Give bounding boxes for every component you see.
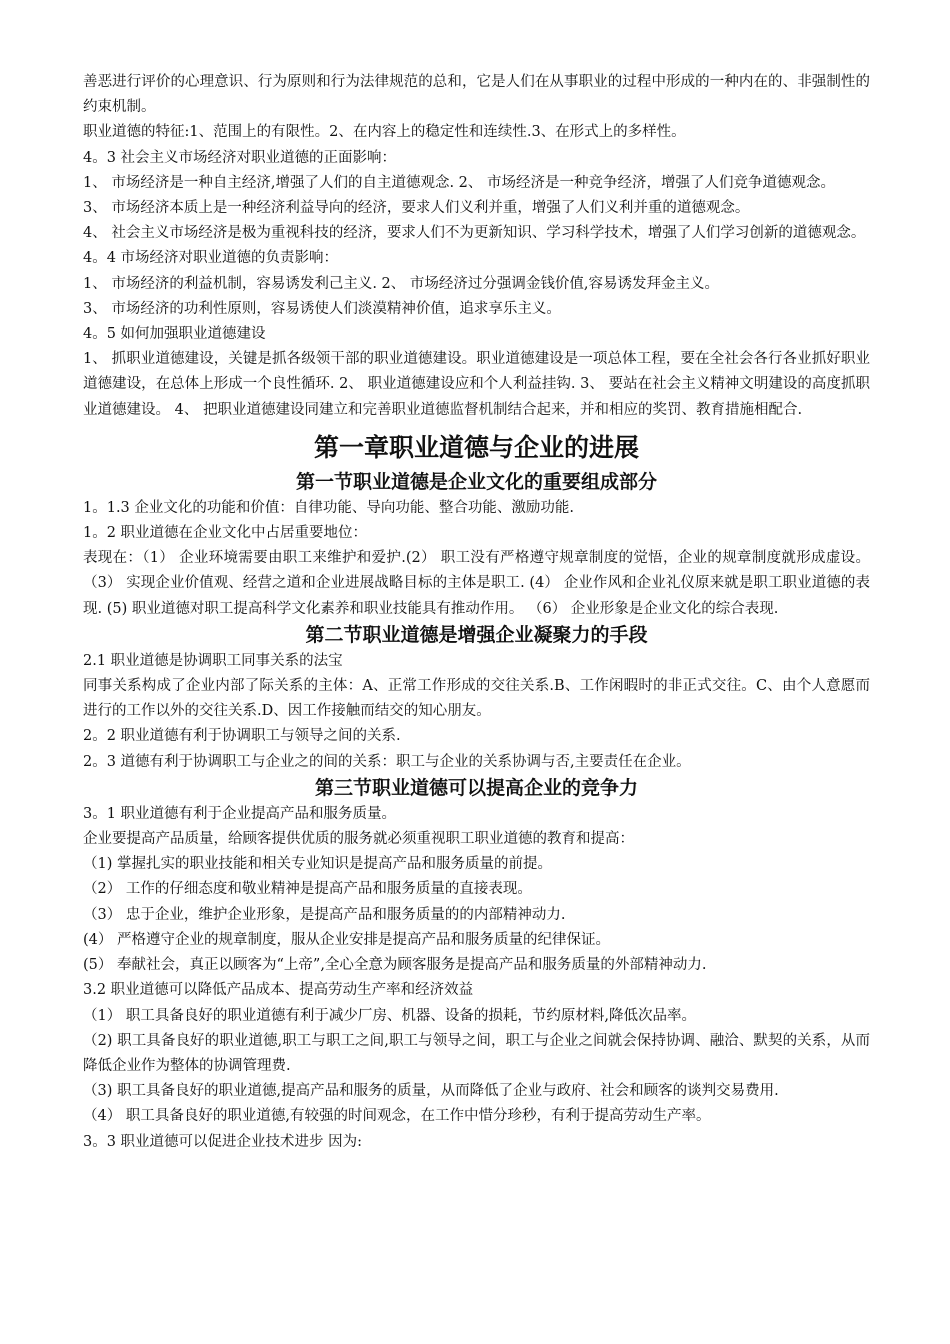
- paragraph: （2） 工作的仔细态度和敬业精神是提高产品和服务质量的直接表现。: [83, 881, 532, 898]
- paragraph: 2。3 道德有利于协调职工与企业之的间的关系：职工与企业的关系协调与否,主要责任在企业。: [83, 753, 691, 770]
- section-heading: 第一节职业道德是企业文化的重要组成部分: [295, 470, 657, 493]
- paragraph: 4、 社会主义市场经济是极为重视科技的经济，要求人们不为更新知识、学习科学技术，增强了人们学习创新的道德观念。: [83, 225, 866, 242]
- paragraph: （2) 职工具备良好的职业道德,职工与职工之间,职工与领导之间，职工与企业之间就会保持协调、融洽、默契的关系，从而降低企业作为整体的协调管理费.: [83, 1032, 870, 1074]
- paragraph: （3) 职工具备良好的职业道德,提高产品和服务的质量，从而降低了企业与政府、社会和顾客的谈判交易费用.: [83, 1083, 779, 1100]
- paragraph: 4。4 市场经济对职业道德的负责影响：: [83, 250, 339, 267]
- paragraph: 1、 市场经济是一种自主经济,增强了人们的自主道德观念. 2、 市场经济是一种竞争经济，增强了人们竞争道德观念。: [83, 174, 835, 191]
- paragraph: 1。1.3 企业文化的功能和价值：自律功能、导向功能、整合功能、激励功能.: [83, 499, 575, 516]
- paragraph: (5） 奉献社会，真正以顾客为“上帝”,全心全意为顾客服务是提高产品和服务质量的外部精神动力.: [83, 957, 707, 974]
- paragraph: 同事关系构成了企业内部了际关系的主体：A、正常工作形成的交往关系.B、工作闲暇时的非正式交往。C、由个人意愿而进行的工作以外的交往关系.D、因工作接触而结交的知心朋友。: [83, 678, 870, 720]
- paragraph: 3、 市场经济的功利性原则，容易诱使人们淡漠精神价值，追求享乐主义。: [83, 300, 561, 317]
- paragraph: （3） 忠于企业，维护企业形象，是提高产品和服务质量的的内部精神动力.: [83, 906, 566, 923]
- section-heading: 第二节职业道德是增强企业凝聚力的手段: [305, 623, 648, 646]
- paragraph: 3。1 职业道德有利于企业提高产品和服务质量。: [83, 805, 397, 822]
- paragraph: 1、 抓职业道德建设，关键是抓各级领干部的职业道德建设。职业道德建设是一项总体工程，要在全社会各行各业抓好职业道德建设，在总体上形成一个良性循环. 2、 职业道德建设应和个人利益挂钩. 3、 要站在社会主义精神文明建设的高度抓职业道德建设。 4、 把职业道德建设同建立和完善职业道德监督机制结合起来，并和相应的奖罚、教育措施相配合.: [83, 351, 870, 418]
- paragraph: (4） 严格遵守企业的规章制度，服从企业安排是提高产品和服务质量的纪律保证。: [83, 931, 610, 948]
- paragraph: 2.1 职业道德是协调职工同事关系的法宝: [83, 652, 343, 669]
- paragraph: 2。2 职业道德有利于协调职工与领导之间的关系.: [83, 728, 401, 745]
- paragraph: （1） 职工具备良好的职业道德有利于减少厂房、机器、设备的损耗，节约原材料,降低次品率。: [83, 1007, 696, 1024]
- paragraph: 3.2 职业道德可以降低产品成本、提高劳动生产率和经济效益: [83, 982, 474, 999]
- paragraph: 企业要提高产品质量，给顾客提供优质的服务就必须重视职工职业道德的教育和提高：: [83, 831, 634, 848]
- paragraph: 4。3 社会主义市场经济对职业道德的正面影响：: [83, 149, 397, 166]
- chapter-title: 第一章职业道德与企业的进展: [313, 432, 639, 462]
- paragraph: 1、 市场经济的利益机制，容易诱发利己主义. 2、 市场经济过分强调金钱价值,容易诱发拜金主义。: [83, 275, 719, 292]
- paragraph: （1) 掌握扎实的职业技能和相关专业知识是提高产品和服务质量的前提。: [83, 856, 552, 873]
- paragraph: 善恶进行评价的心理意识、行为原则和行为法律规范的总和，它是人们在从事职业的过程中形成的一种内在的、非强制性的约束机制。: [83, 74, 870, 116]
- paragraph: 3、 市场经济本质上是一种经济利益导向的经济，要求人们义利并重，增强了人们义利并重的道德观念。: [83, 200, 750, 217]
- paragraph: （4） 职工具备良好的职业道德,有较强的时间观念，在工作中惜分珍秒，有利于提高劳动生产率。: [83, 1108, 711, 1125]
- paragraph: 表现在：（1） 企业环境需要由职工来维护和爱护.(2） 职工没有严格遵守规章制度的觉悟，企业的规章制度就形成虚设。 （3） 实现企业价值观、经营之道和企业进展战略目标的主体是职工. (4） 企业作风和企业礼仪原来就是职工职业道德的表现. (5) 职业道德对职工提高科学文化素养和职业技能具有推动作用。 （6） 企业形象是企业文化的综合表现.: [83, 550, 870, 617]
- paragraph: 3。3 职业道德可以促进企业技术进步 因为:: [83, 1133, 363, 1150]
- paragraph: 4。5 如何加强职业道德建设: [83, 326, 266, 343]
- document-body: [83, 70, 870, 1155]
- section-heading: 第三节职业道德可以提高企业的竞争力: [314, 776, 638, 799]
- paragraph: 1。2 职业道德在企业文化中占居重要地位：: [83, 525, 368, 542]
- paragraph: 职业道德的特征:1、范围上的有限性。2、在内容上的稳定性和连续性.3、在形式上的多样性。: [83, 124, 686, 141]
